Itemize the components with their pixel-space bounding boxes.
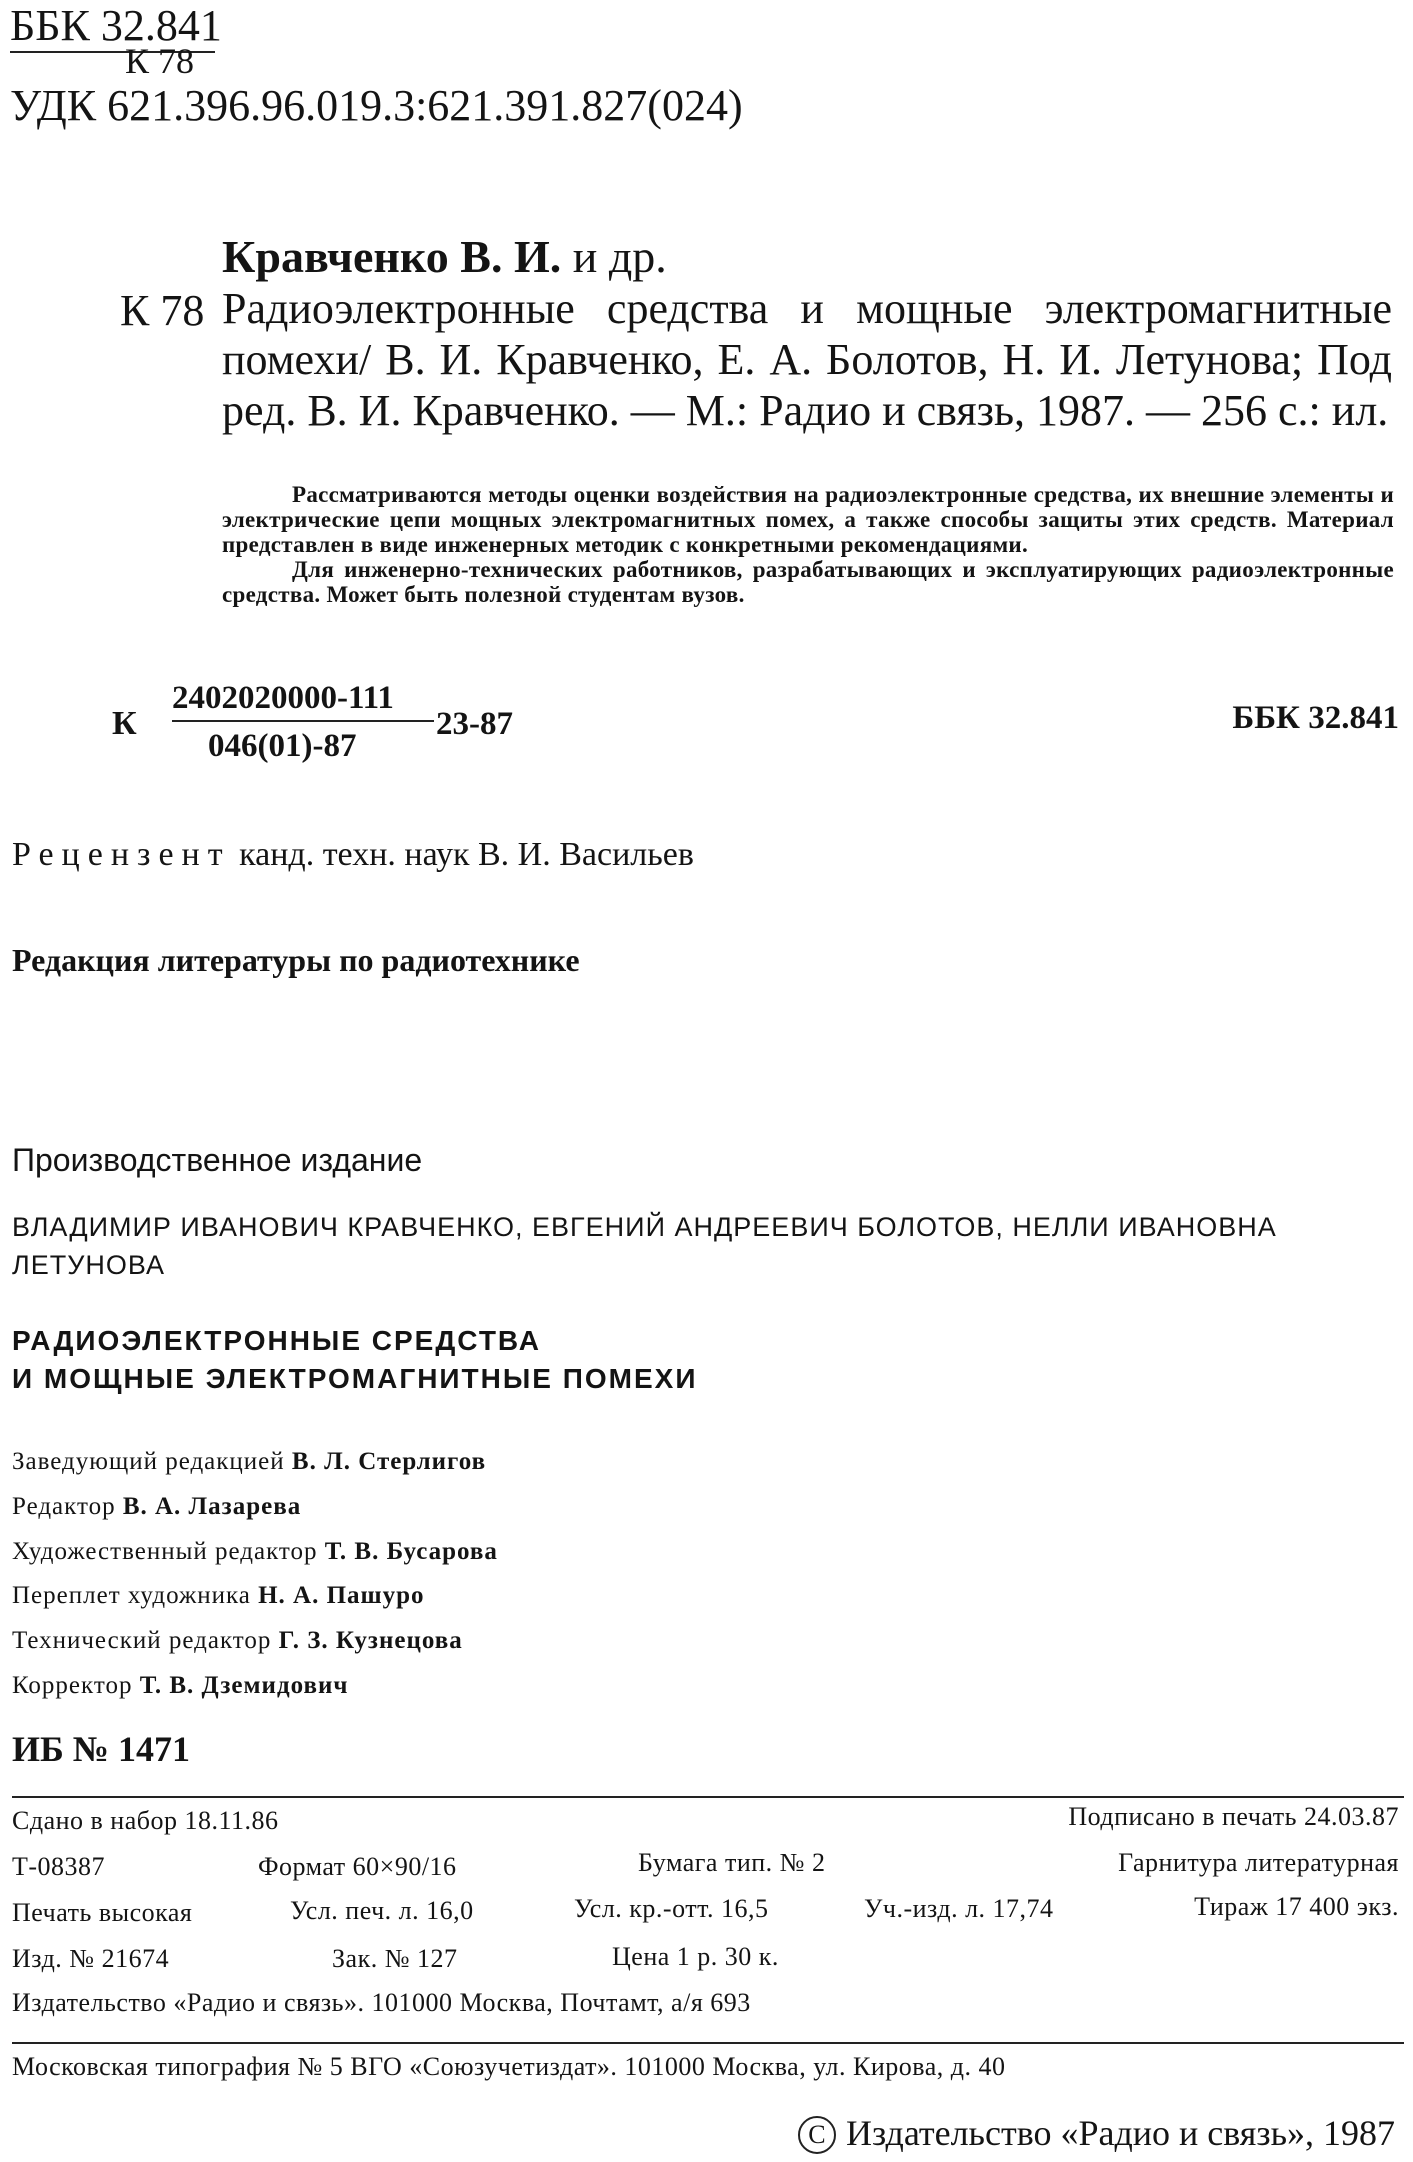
- staff-row: Технический редактор Г. З. Кузнецова: [12, 1627, 463, 1655]
- reviewer: [12, 836, 694, 874]
- copyright-icon: C: [798, 2116, 836, 2154]
- imprint-code: Т-08387: [12, 1852, 106, 1881]
- author-full-names: ВЛАДИМИР ИВАНОВИЧ КРАВЧЕНКО, ЕВГЕНИЙ АНДРЕЕВИЧ БОЛОТОВ, НЕЛЛИ ИВАНОВНА ЛЕТУНОВА: [12, 1212, 1277, 1280]
- abstract-paragraph-2: Для инженерно-технических работников, разрабатывающих и эксплуатирующих радиоэлектронные средства. Может быть полезной студентам вузов.: [222, 557, 1394, 607]
- production-label: Производственное издание: [12, 1142, 423, 1178]
- imprint-publisher: Издательство «Радио и связь». 101000 Москва, Почтамт, а/я 693: [12, 1988, 751, 2017]
- imprint-izd: Изд. № 21674: [12, 1944, 170, 1973]
- imprint-tirazh: Тираж 17 400 экз.: [1194, 1892, 1399, 1921]
- class-denominator: 046(01)-87: [208, 728, 357, 764]
- bibliographic-title: Радиоэлектронные средства и мощные электромагнитные помехи/ В. И. Кравченко, Е. А. Болотов, Н. И. Летунова; Под ред. В. И. Кравченко. — М.: Радио и связь, 1987. — 256 с.: ил.: [222, 284, 1392, 435]
- abstract: [222, 482, 1394, 607]
- class-letter: К: [112, 705, 137, 742]
- staff-row: Корректор Т. В. Дземидович: [12, 1671, 349, 1699]
- imprint-usl-kr: Усл. кр.-отт. 16,5: [574, 1894, 769, 1923]
- book-title-line-1: РАДИОЭЛЕКТРОННЫЕ СРЕДСТВА: [12, 1325, 541, 1356]
- imprint-print: Печать высокая: [12, 1898, 193, 1927]
- reviewer-label: Рецензент: [12, 836, 231, 873]
- bbk-code: ББК 32.841: [10, 0, 215, 53]
- imprint-sent: Сдано в набор 18.11.86: [12, 1806, 279, 1835]
- printing-house: Московская типография № 5 ВГО «Союзучетиздат». 101000 Москва, ул. Кирова, д. 40: [12, 2052, 1006, 2081]
- book-title-line-2: И МОЩНЫЕ ЭЛЕКТРОМАГНИТНЫЕ ПОМЕХИ: [12, 1363, 698, 1394]
- copyright-text: Издательство «Радио и связь», 1987: [845, 2113, 1395, 2153]
- staff-row: Художественный редактор Т. В. Бусарова: [12, 1537, 498, 1565]
- class-suffix: 23-87: [436, 706, 513, 742]
- staff-list: [12, 1440, 498, 1709]
- staff-row: Переплет художника Н. А. Пашуро: [12, 1582, 425, 1610]
- imprint-uch-izd: Уч.-изд. л. 17,74: [864, 1894, 1054, 1923]
- staff-row: Редактор В. А. Лазарева: [12, 1492, 302, 1520]
- copyright: [798, 2112, 1395, 2154]
- abstract-paragraph-1: Рассматриваются методы оценки воздействия на радиоэлектронные средства, их внешние элементы и электрические цепи мощных электромагнитных помех, а также способы защиты этих средств. Материал представлен в виде инженерных методик с конкретными рекомендациями.: [222, 482, 1394, 557]
- imprint-paper: Бумага тип. № 2: [638, 1848, 826, 1877]
- imprint-price: Цена 1 р. 30 к.: [612, 1942, 779, 1971]
- reviewer-text: канд. техн. наук В. И. Васильев: [230, 836, 694, 873]
- book-title: [12, 1322, 1392, 1398]
- authors-rest: и др.: [561, 231, 667, 282]
- authors-line: [222, 230, 667, 283]
- authors-bold: Кравченко В. И.: [222, 231, 562, 282]
- imprint-signed: Подписано в печать 24.03.87: [1068, 1802, 1399, 1831]
- imprint-usl-pech: Усл. печ. л. 16,0: [290, 1896, 474, 1925]
- bbk-code-right: ББК 32.841: [1232, 700, 1399, 736]
- imprint-zak: Зак. № 127: [332, 1944, 458, 1973]
- divider-bottom: [12, 2042, 1404, 2044]
- class-numerator: 2402020000-111: [172, 680, 394, 716]
- divider-top: [12, 1796, 1404, 1798]
- author-mark-top: К 78: [125, 41, 195, 81]
- staff-row: Заведующий редакцией В. Л. Стерлигов: [12, 1448, 487, 1475]
- imprint-format: Формат 60×90/16: [258, 1852, 457, 1881]
- editorial-office: Редакция литературы по радиотехнике: [12, 942, 580, 978]
- fraction-line: [172, 720, 434, 722]
- author-mark: К 78: [120, 286, 205, 335]
- udk-code: УДК 621.396.96.019.3:621.391.827(024): [10, 81, 743, 130]
- ib-number: ИБ № 1471: [12, 1729, 190, 1769]
- imprint-typeface: Гарнитура литературная: [1118, 1848, 1399, 1877]
